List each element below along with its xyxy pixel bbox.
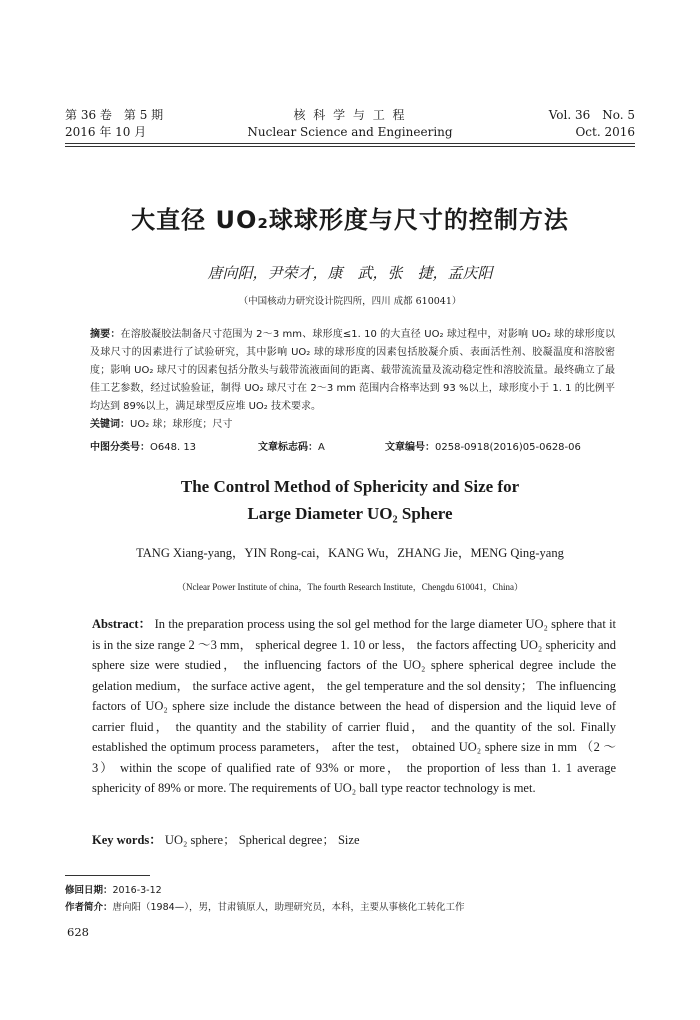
- abstract-cn-text: 在溶胶凝胶法制备尺寸范围为 2～3 mm、球形度≤1. 10 的大直径 UO₂ 球过程中，对影响 UO₂ 球的球形度以及球尺寸的因素进行了试验研究，其中影响 UO₂ 球的球形度的因素包括胶凝介质、表面活性剂、胶凝温度和溶胶密度；影响 UO₂ 球尺寸的因素包括分散头与载带流液面间的距离、载带流流量及流动稳定性和溶胶流量。最终确立了最佳工艺参数，经过试验验证，制得 UO₂ 球尺寸在 2～3 mm 范围内合格率达到 93 %以上，球形度小于 1. 1 的比例平均达到 89%以上，满足球型反应堆 UO₂ 技术要求。: [90, 329, 616, 412]
- document-code: 文章标志码：A: [258, 442, 325, 453]
- footnote-rule: [65, 875, 150, 876]
- affiliation-cn: （中国核动力研究设计院四所，四川 成都 610041）: [238, 296, 462, 307]
- header-rule-top: [65, 143, 635, 144]
- article-id: 文章编号：0258-0918(2016)05-0628-06: [385, 442, 581, 453]
- header-date-cn: 2016 年 10 月: [65, 125, 147, 139]
- authors-cn: 唐向阳，尹荣才，康 武，张 捷，孟庆阳: [207, 264, 493, 282]
- header-journal-en: Nuclear Science and Engineering: [247, 125, 453, 139]
- affiliation-en: （Nclear Power Institute of china，The fourth Research Institute，Chengdu 610041，China）: [177, 582, 523, 592]
- abstract-cn-label: 摘要：: [90, 329, 121, 340]
- abstract-cn: [90, 326, 615, 434]
- keywords-cn-label: 关键词：: [90, 419, 130, 430]
- keywords-en: [92, 830, 360, 848]
- authors-en: TANG Xiang-yang，YIN Rong-cai，KANG Wu，ZHANG Jie，MENG Qing-yang: [136, 546, 564, 560]
- keywords-cn-text: UO₂ 球；球形度；尺寸: [130, 419, 233, 430]
- header-rule-bottom: [65, 146, 635, 147]
- header-volume-en: Vol. 36 No. 5: [548, 108, 635, 122]
- paper-title-en-line2: Large Diameter UO₂ Sphere: [247, 504, 453, 523]
- page-number: 628: [67, 925, 89, 939]
- abstract-en: [92, 614, 616, 799]
- footnote-received: 修回日期：2016-3-12: [65, 885, 162, 896]
- paper-title-en-line1: The Control Method of Sphericity and Size for: [180, 477, 520, 496]
- keywords-en-label: Key words：: [92, 833, 162, 847]
- header-date-en: Oct. 2016: [575, 125, 635, 139]
- abstract-en-text: In the preparation process using the sol gel method for the large diameter UO₂ sphere that it is in the size range 2 ～3 mm， spherical degree 1. 10 or less， the factors affecting UO₂ sphericity and sphere size were studied， the influencing factors of the UO₂ sphere spherical degree include the gelation medium， the surface active agent， the gel temperature and the sol density； The influencing factors of UO₂ sphere size include the distance between the head of dispersion and the liquid leve of carrier fluid， the quantity and the stability of carrier fluid， and the quantity of the sol. Finally established the optimum process parameters， after the test， obtained UO₂ sphere size in mm （2 ～ 3） within the scope of qualified rate of 93% or more， the proportion of less than 1. 1 average sphericity of 89% or more. The requirements of UO₂ ball type reactor technology is met.: [92, 617, 617, 795]
- keywords-en-text: UO₂ sphere； Spherical degree； Size: [164, 833, 360, 847]
- clc-number: 中图分类号：O648. 13: [90, 442, 197, 453]
- paper-title-cn: 大直径 UO₂球球形度与尺寸的控制方法: [131, 206, 569, 234]
- header-journal-cn: 核 科 学 与 工 程: [293, 108, 407, 122]
- header-volume-issue: 第 36 卷 第 5 期: [65, 108, 164, 122]
- footnote-author-bio: 作者简介：唐向阳（1984—），男，甘肃镇原人，助理研究员，本科，主要从事核化工转化工作: [65, 902, 465, 913]
- abstract-en-label: Abstract：: [92, 617, 152, 631]
- paper-title-en: [0, 473, 700, 527]
